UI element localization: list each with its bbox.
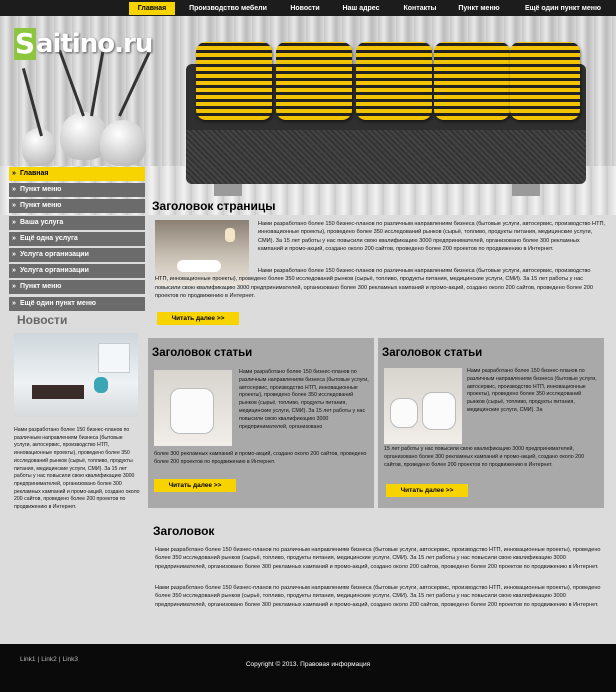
sidebar-item-service[interactable]: » Ещё одна услуга: [9, 232, 145, 246]
sidebar-item-menu[interactable]: » Пункт меню: [9, 183, 145, 197]
article-card: [378, 338, 604, 508]
nav-item-contacts[interactable]: Контакты: [403, 5, 437, 12]
news-text: Нами разработано более 150 бизнес-планов по различным направлениям бизнеса (бытовые услуги, автосервис, производство НТП, инновационные проекты), проведено более 350 исследований рынков (сырьё, топливо, продукты питания, медицинские услуги, СМИ). За 15 лет работы у нас повысили свою квалификацию 3000 предпринимателей, организовано более 300 рекламных кампаний и промо-акций, создано около 200 сайтов, проведено более 200 проектов по продвижению в Интернет.: [14, 427, 140, 511]
nav-item-news[interactable]: Новости: [290, 5, 320, 12]
lamp-shape: [225, 228, 235, 242]
sidebar-item-org-service[interactable]: » Услуга организации: [9, 248, 145, 262]
article-text: 15 лет работы у нас повысили свою квалификацию 3000 предпринимателей, организовано более 300 рекламных кампаний и промо-акций, создано около 200 сайтов, проведено более 200 проектов по продвижению в Интернет.: [384, 446, 585, 468]
read-more-button[interactable]: Читать далее >>: [154, 479, 236, 492]
pillow: [196, 42, 272, 120]
sidebar-item-org-service[interactable]: » Услуга организации: [9, 264, 145, 278]
article-text: Нами разработано более 150 бизнес-планов по различным направлениям бизнеса (бытовые услуги, автосервис, производство НТП, инновационные проекты), проведено более 350 исследований рынков (сырьё, топливо, продукты питания, медицинские услуги, СМИ). За 15 лет работы у нас повысили свою квалификацию 3000 предпринимателей, организовано: [239, 369, 369, 430]
sofa-seat: [186, 130, 586, 184]
nav-item-home[interactable]: Главная: [129, 2, 175, 15]
page-paragraph: Нами разработано более 150 бизнес-планов по различным направлениям бизнеса (бытовые услуги, автосервис, производство НТП, инновационные проекты), проведено более 350 исследований рынков (сырьё, топливо, продукты питания, медицинские услуги, СМИ). За 15 лет работы у нас повысили свою квалификацию 3000 предпринимателей, организовано более 300 рекламных кампаний и промо-акций, создано около 200 сайтов, проведено более 200 проектов по продвижению в Интернет.: [258, 221, 606, 253]
armchair-shape: [390, 398, 418, 428]
read-more-button[interactable]: Читать далее >>: [157, 312, 239, 325]
footer: [0, 644, 616, 692]
site-logo[interactable]: [14, 28, 164, 68]
read-more-button[interactable]: Читать далее >>: [386, 484, 468, 497]
vase-decoration: [100, 120, 146, 166]
section-title: Заголовок: [153, 524, 215, 538]
window-shape: [98, 343, 130, 373]
plant-leaf: [22, 68, 43, 136]
top-navigation: [0, 0, 616, 16]
article-image: [154, 370, 232, 446]
link-separator: |: [37, 656, 40, 663]
sofa-leg: [214, 184, 242, 196]
news-image: [14, 333, 138, 417]
footer-link-3[interactable]: Link3: [62, 656, 79, 663]
pillow: [510, 42, 580, 120]
sidebar-item-home[interactable]: » Главная: [9, 167, 145, 181]
page-title: Заголовок страницы: [152, 199, 276, 213]
logo-letter: S: [14, 27, 36, 60]
bed-shape: [32, 385, 84, 399]
sidebar-item-more[interactable]: » Ещё один пункт меню: [9, 297, 145, 311]
footer-link-1[interactable]: Link1: [20, 656, 36, 663]
article-text: Нами разработано более 150 бизнес-планов по различным направлениям бизнеса (бытовые услуги, автосервис, производство НТП, инновационные проекты), проведено более 350 исследований рынков (сырьё, топливо, продукты питания, медицинские услуги, СМИ). За: [467, 368, 597, 413]
footer-link-2[interactable]: Link2: [41, 656, 57, 663]
logo-text: aitino.ru: [36, 29, 153, 59]
nav-item-more[interactable]: Ещё один пункт меню: [524, 5, 602, 12]
nav-item-menu[interactable]: Пункт меню: [458, 5, 500, 12]
section-paragraph: Нами разработано более 150 бизнес-планов по различным направлениям бизнеса (бытовые услуги, автосервис, производство НТП, инновационные проекты), проведено более 350 исследований рынков (сырьё, топливо, продукты питания, медицинские услуги, СМИ). За 15 лет работы у нас повысили свою квалификацию 3000 предпринимателей, организовано более 300 рекламных кампаний и промо-акций, создано около 200 сайтов, проведено более 200 проектов по продвижению в Интернет.: [155, 585, 601, 608]
chair-shape: [170, 388, 214, 434]
sidebar-item-menu[interactable]: » Пункт меню: [9, 199, 145, 213]
copyright: Copyright © 2013. Правовая информация: [245, 661, 371, 668]
link-separator: |: [58, 656, 61, 663]
news-title: Новости: [17, 313, 68, 327]
sidebar-menu: [9, 167, 145, 313]
nav-item-furniture[interactable]: Производство мебели: [189, 5, 267, 12]
sofa-leg: [512, 184, 540, 196]
section-paragraph: Нами разработано более 150 бизнес-планов по различным направлениям бизнеса (бытовые услуги, автосервис, производство НТП, инновационные проекты), проведено более 350 исследований рынков (сырьё, топливо, продукты питания, медицинские услуги, СМИ). За 15 лет работы у нас повысили свою квалификацию 3000 предпринимателей, организовано более 300 рекламных кампаний и промо-акций, создано около 200 сайтов, проведено более 200 проектов по продвижению в Интернет.: [155, 547, 601, 570]
page-paragraph: Нами разработано более 150 бизнес-планов по различным направлениям бизнеса (бытовые услуги, автосервис, производство НТП, инновационные проекты), проведено более 350 исследований рынков (сырьё, топливо, продукты питания, медицинские услуги, СМИ). За 15 лет работы у нас повысили свою квалификацию 3000 предпринимателей, организовано более 300 рекламных кампаний и промо-акций, создано около 200 сайтов, проведено более 200 проектов по продвижению в Интернет.: [155, 268, 593, 300]
article-text: более 300 рекламных кампаний и промо-акций, создано около 200 сайтов, проведено более 200 проектов по продвижению в Интернет.: [154, 451, 367, 465]
sidebar-item-service[interactable]: » Ваша услуга: [9, 216, 145, 230]
article-card: [148, 338, 374, 508]
sidebar-item-menu[interactable]: » Пункт меню: [9, 280, 145, 294]
nav-item-address[interactable]: Наш адрес: [342, 5, 380, 12]
article-image: [384, 368, 462, 444]
pillow: [276, 42, 352, 120]
pillow: [434, 42, 510, 120]
pillow: [356, 42, 432, 120]
article-title: Заголовок статьи: [152, 347, 253, 359]
article-title: Заголовок статьи: [382, 347, 483, 359]
armchair-shape: [422, 392, 456, 430]
chair-shape: [94, 377, 108, 393]
